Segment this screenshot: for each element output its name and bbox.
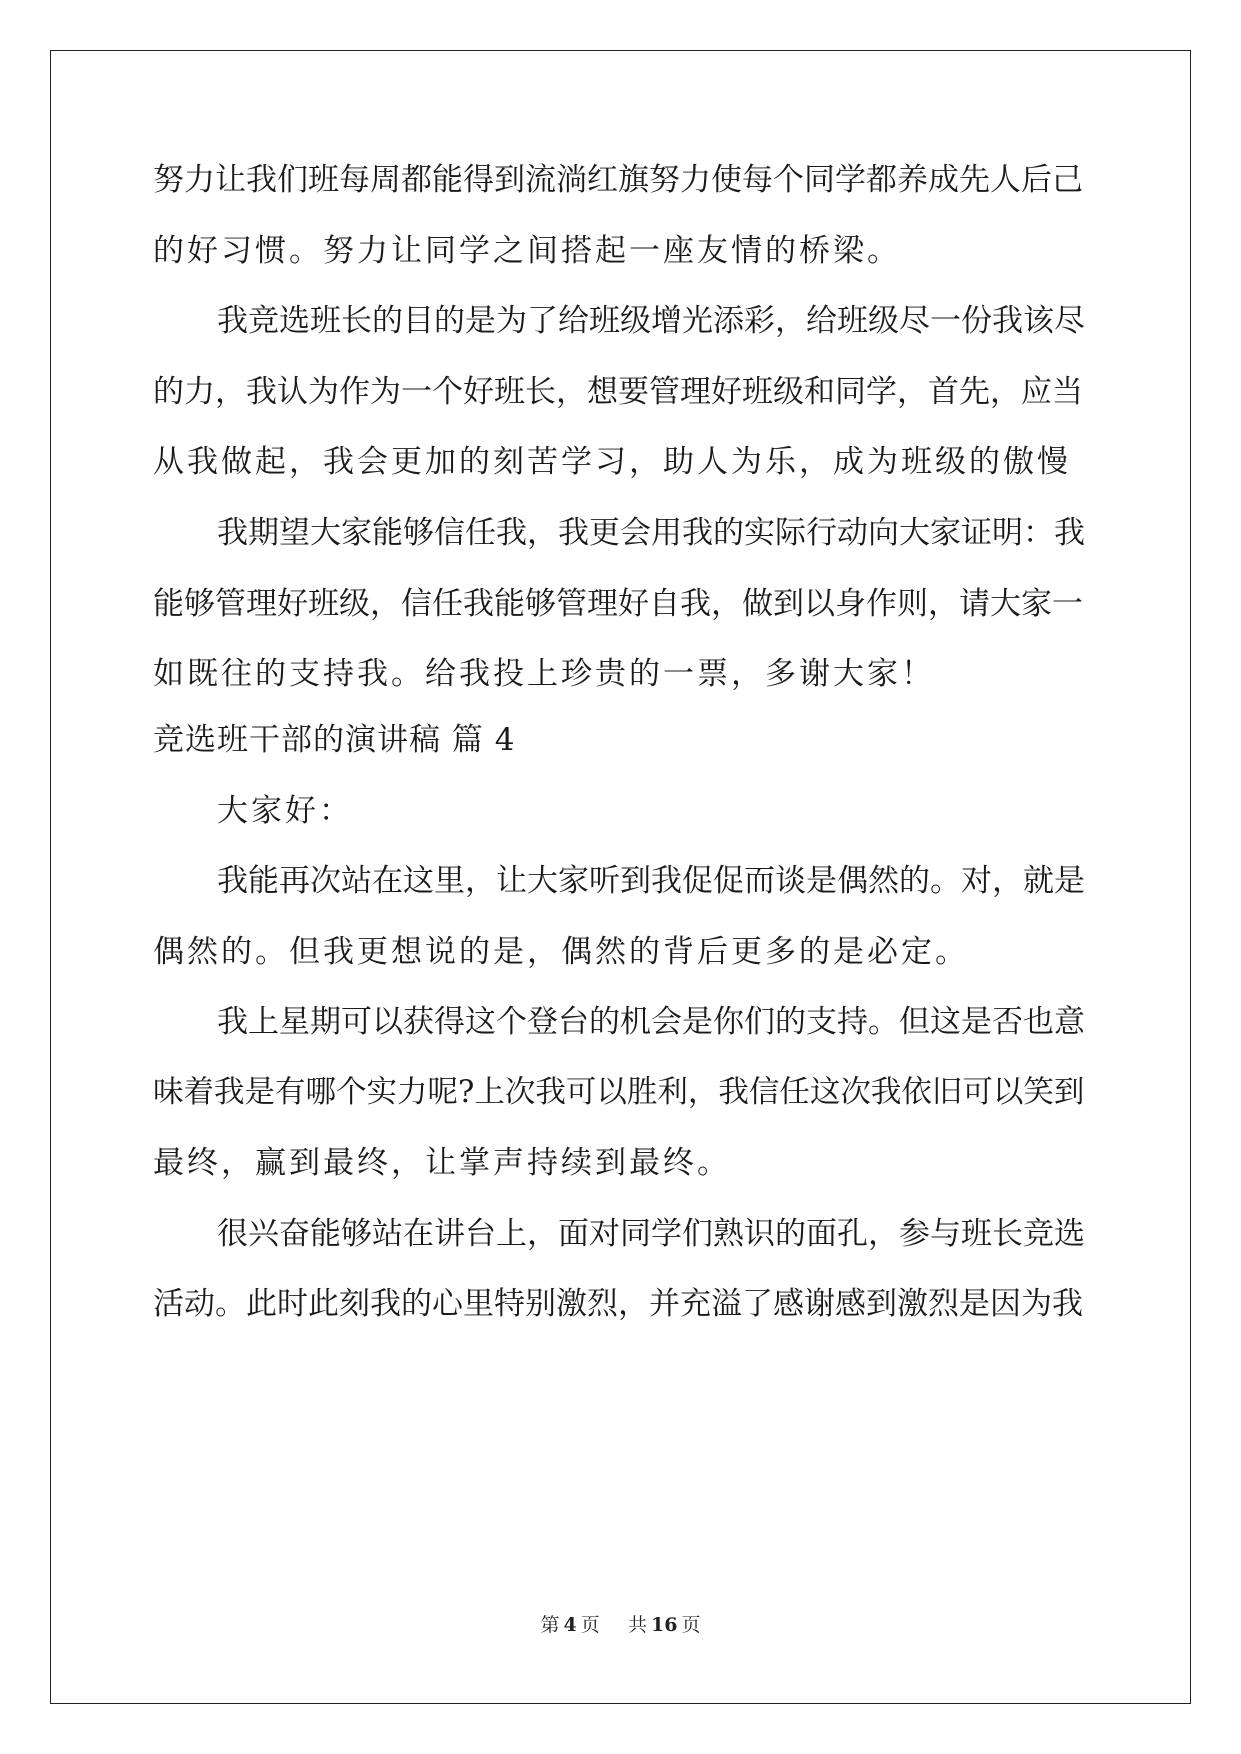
total-pages: 16 (650, 1614, 678, 1636)
total-unit: 页 (681, 1614, 701, 1636)
text-line: 努力让我们班每周都能得到流淌红旗努力使每个同学都养成先人后己 (153, 162, 1083, 198)
text-line: 如既往的支持我。给我投上珍贵的一票，多谢大家！ (153, 656, 935, 692)
paragraph-start: 很兴奋能够站在讲台上，面对同学们熟识的面孔，参与班长竞选 (217, 1216, 1085, 1252)
paragraph-start: 我竞选班长的目的是为了给班级增光添彩，给班级尽一份我该尽 (217, 303, 1085, 339)
greeting: 大家好： (217, 793, 353, 829)
text-line: 偶然的。但我更想说的是，偶然的背后更多的是必定。 (153, 934, 969, 970)
paragraph-start: 我期望大家能够信任我，我更会用我的实际行动向大家证明：我 (217, 515, 1085, 551)
paragraph-start: 我能再次站在这里，让大家听到我促促而谈是偶然的。对，就是 (217, 863, 1085, 899)
total-label: 共 (627, 1614, 647, 1636)
text-line: 的好习惯。努力让同学之间搭起一座友情的桥梁。 (153, 233, 901, 269)
page-number: 4 (563, 1614, 577, 1636)
paragraph-start: 我上星期可以获得这个登台的机会是你们的支持。但这是否也意 (217, 1004, 1085, 1040)
text-line: 最终，赢到最终，让掌声持续到最终。 (153, 1145, 731, 1181)
section-heading: 竞选班干部的演讲稿 篇 4 (153, 722, 516, 758)
page-footer (0, 1610, 1241, 1637)
text-line: 活动。此时此刻我的心里特别激烈，并充溢了感谢感到激烈是因为我 (153, 1286, 1083, 1322)
page-unit: 页 (580, 1614, 600, 1636)
page-label: 第 (540, 1614, 560, 1636)
text-line: 从我做起，我会更加的刻苦学习，助人为乐，成为班级的傲慢 (153, 444, 1071, 480)
text-line: 味着我是有哪个实力呢?上次我可以胜利，我信任这次我依旧可以笑到 (153, 1075, 1085, 1110)
text-line: 能够管理好班级，信任我能够管理好自我，做到以身作则，请大家一 (153, 586, 1083, 622)
text-line: 的力，我认为作为一个好班长，想要管理好班级和同学，首先，应当 (153, 374, 1083, 410)
